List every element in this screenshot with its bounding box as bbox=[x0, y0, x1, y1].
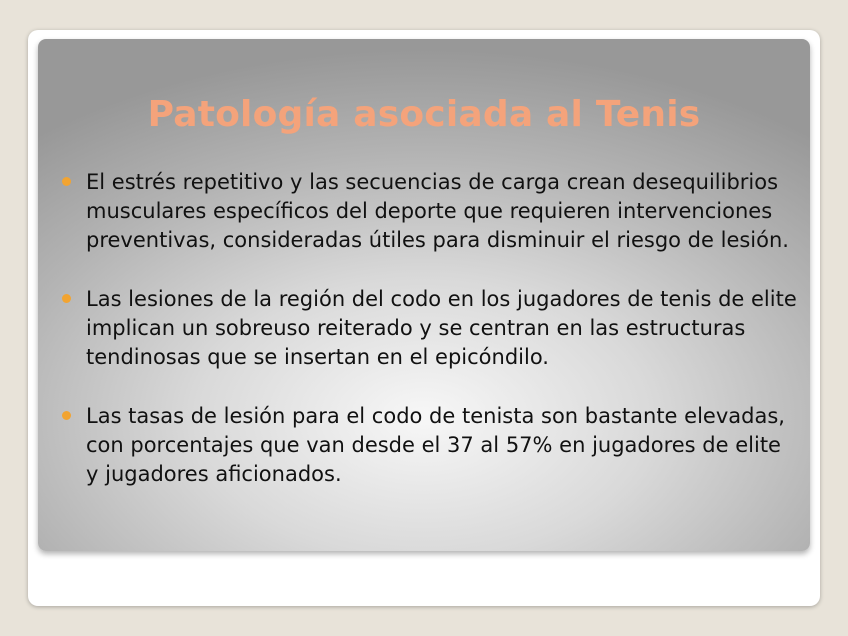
bullet-text: Las lesiones de la región del codo en los jugadores de tenis de elite implican un sobreuso reiterado y se centran en las estructuras tendinosas que se insertan en el epicóndilo. bbox=[86, 287, 797, 369]
bullet-item bbox=[58, 285, 798, 372]
bullet-icon bbox=[62, 411, 71, 420]
bullet-text: El estrés repetitivo y las secuencias de carga crean desequilibrios musculares específicos del deporte que requieren intervenciones preventivas, consideradas útiles para disminuir el riesgo de lesión. bbox=[86, 170, 789, 252]
bullet-item bbox=[58, 168, 798, 255]
bullet-item bbox=[58, 402, 798, 489]
bullet-icon bbox=[62, 294, 71, 303]
bullet-text: Las tasas de lesión para el codo de tenista son bastante elevadas, con porcentajes que van desde el 37 al 57% en jugadores de elite y jugadores aficionados. bbox=[86, 404, 785, 486]
bullet-icon bbox=[62, 177, 71, 186]
slide-title: Patología asociada al Tenis bbox=[147, 94, 701, 135]
bullet-list bbox=[58, 168, 798, 519]
